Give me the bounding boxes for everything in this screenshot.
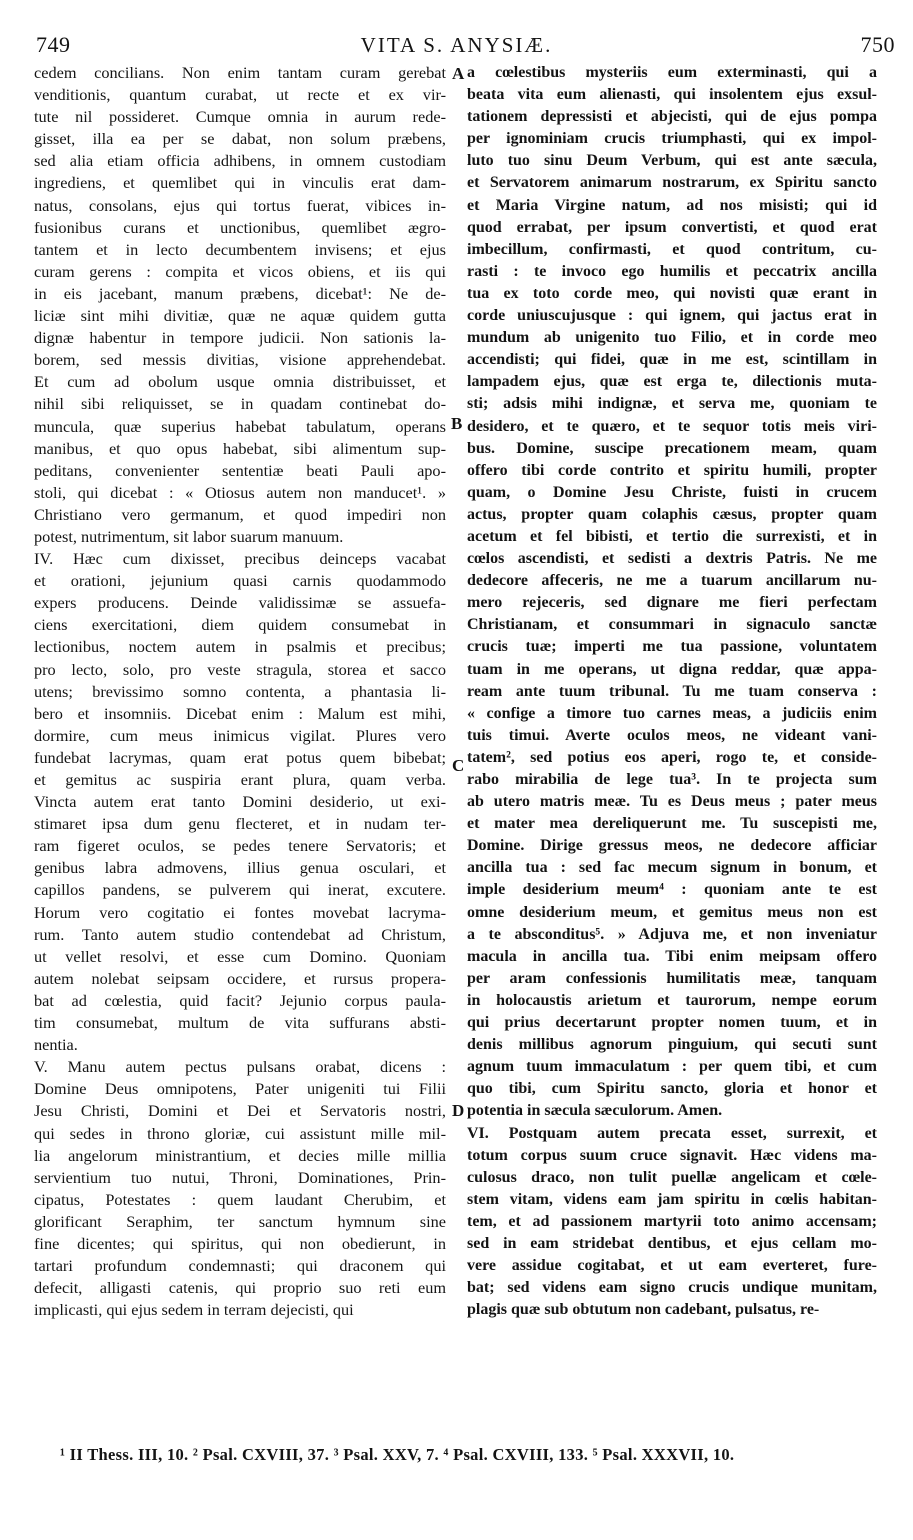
text-line: potest, nutrimentum, sit labor suarum manuum. xyxy=(34,526,344,546)
text-line: offero tibi corde contrito et spiritu humili, propter xyxy=(467,461,877,479)
margin-letter-a: A xyxy=(452,64,465,83)
text-line: ram figeret oculos, se pedes tenere Servatoris; et xyxy=(34,836,446,856)
text-line: quod errabat, per ipsum convertisti, et quod erat xyxy=(467,218,877,236)
text-line: Domine Deus omnipotens, Pater unigeniti tui Filii xyxy=(34,1079,446,1099)
text-line: mundum ab unigenito tuo Filio, et in corde meo xyxy=(467,329,877,347)
text-line: rabo mirabilia de lege tua³. In te projecta sum xyxy=(467,771,877,788)
text-line: Christiano vero germanum, et quod impediri non xyxy=(34,504,446,524)
text-line: imbecillum, confirmasti, et quod contritum, cu- xyxy=(467,240,877,258)
text-line: tantem et in lecto decumbentem invisens; et ejus xyxy=(34,239,446,259)
text-line: Et cum ad obolum usque omnia distribuisset, et xyxy=(34,372,446,392)
text-line: lectionibus, noctem autem in psalmis et precibus; xyxy=(34,637,446,657)
text-line: cipatus, Potestates : quem laudant Cherubim, et xyxy=(34,1189,446,1209)
text-line: potentia in sæcula sæculorum. Amen. xyxy=(467,1102,723,1120)
text-line: bat ad cœlestia, quid facit? Jejunio corpus paula- xyxy=(34,990,446,1010)
text-line: servientium tuo nutui, Throni, Dominationes, Prin- xyxy=(34,1167,446,1187)
text-line: acetum et fel bibisti, et tertio die surrexisti, et in xyxy=(467,527,877,545)
text-line: culosus draco, non tulit puellæ angelicam et cœle- xyxy=(467,1168,877,1186)
text-line: beata vita eum alienasti, qui insolentem ejus exsul- xyxy=(467,86,877,104)
text-line: in eis jacebant, manum præbens, dicebat¹: Ne de- xyxy=(34,283,446,303)
text-line: corde uniuscujusque : qui ignem, qui jactus erat in xyxy=(467,307,877,325)
text-line: genibus labra admovens, illius genua osculari, et xyxy=(34,858,446,878)
text-line: a cœlestibus mysteriis eum exterminasti, qui a xyxy=(467,64,877,81)
text-line: glorificant Seraphim, ter sanctum hymnum sine xyxy=(34,1211,446,1231)
text-line: plagis quæ sub obtutum non cadebant, pulsatus, re- xyxy=(467,1301,820,1319)
margin-letter-c: C xyxy=(452,756,465,775)
text-line: in holocaustis arietum et taurorum, nempe eorum xyxy=(467,991,877,1009)
text-line: sti; adsis mihi indignæ, et serva me, quoniam te xyxy=(467,395,877,413)
text-line: fusionibus curans et unctionibus, quemlibet ægro- xyxy=(34,217,446,237)
text-line: utens; brevissimo somno contenta, a phantasia li- xyxy=(34,681,446,701)
text-line: manibus, et quo opus habebat, sibi alimentum sup- xyxy=(34,438,446,458)
running-title: VITA S. ANYSIÆ. xyxy=(360,33,553,57)
text-line: tationem depressisti et abjecisti, qui de ejus pompa xyxy=(467,108,877,126)
text-line: venditionis, quantum curabat, ut recte et ex vir- xyxy=(34,85,446,105)
text-line: defecit, alligasti catenis, qui proprio suo reti eum xyxy=(34,1278,446,1298)
text-line: IV. Hæc cum dixisset, precibus deinceps vacabat xyxy=(34,549,446,569)
text-line: Horum vero cogitatio ei fontes movebat lacryma- xyxy=(34,902,446,922)
text-line: totum corpus suum cruce signavit. Hæc videns ma- xyxy=(467,1146,877,1164)
text-line: mero rejeceris, sed dignare me fieri perfectam xyxy=(467,594,877,612)
text-line: et mater mea dereliquerunt me. Tu suscepisti me, xyxy=(467,815,877,833)
text-line: tute nil possideret. Cumque omnia in aurum rede- xyxy=(34,107,446,127)
text-line: tuis timui. Averte oculos meos, ne videant vani- xyxy=(467,726,877,744)
text-line: capillos pandens, se pulverem qui inerat, excutere. xyxy=(34,880,446,900)
text-line: tua ex toto corde meo, qui novisti quæ erant in xyxy=(467,284,877,302)
text-line: ancilla tua : sed fac mecum signum in bonum, et xyxy=(467,859,877,877)
text-line: nentia. xyxy=(34,1035,78,1055)
text-line: sed alia etiam officia adhibens, in omnem custodiam xyxy=(34,151,446,171)
text-line: liciæ sint mihi divitiæ, quæ ne aquæ quidem gutta xyxy=(34,306,446,326)
text-line: ut vellet resolvi, et esse cum Domino. Quoniam xyxy=(34,946,446,966)
text-line: ciens exercitationi, diem quidem consumebat in xyxy=(34,615,446,635)
page-number-left: 749 xyxy=(36,32,71,57)
text-line: Vincta autem erat tanto Domini desiderio, ut exi- xyxy=(34,792,446,812)
text-line: quam, o Domine Jesu Christe, fuisti in crucem xyxy=(467,483,877,501)
text-line: desidero, et te quæro, et te sequor totis meis viri- xyxy=(467,417,877,435)
text-line: accendisti; qui fidei, quæ in me est, scintillam in xyxy=(467,351,877,369)
text-line: qui prius decertarunt propter nomen tuum, et in xyxy=(467,1014,877,1032)
text-line: lampadem ejus, quæ est erga te, dilectionis muta- xyxy=(467,373,877,391)
text-line: fundebat lacrymas, quam erat potus quem bibebat; xyxy=(34,747,446,767)
text-line: tim consumebat, multum de vita suffurans absti- xyxy=(34,1013,446,1033)
text-line: denis millibus agnorum pinguium, qui secuti sunt xyxy=(467,1036,877,1054)
right-column xyxy=(467,62,877,1321)
text-line: et Maria Virgine natum, ad nos misisti; qui id xyxy=(467,196,877,214)
text-line: bat; sed videns eam signo crucis undique munitam, xyxy=(467,1279,877,1297)
text-line: borem, sed messis divitias, visione apprehendebat. xyxy=(34,350,446,370)
text-line: per aram confessionis humilitatis meæ, tanquam xyxy=(467,969,877,987)
text-line: omne desiderium meum, et gemitus meus non est xyxy=(467,903,877,921)
text-line: dedecore affeceris, ne me a tuarum ancillarum nu- xyxy=(467,572,877,590)
text-line: et orationi, jejunium quasi carnis quodammodo xyxy=(34,571,446,591)
text-line: Christianam, et consummari in signaculo sanctæ xyxy=(467,616,877,634)
text-line: a te absconditus⁵. » Adjuva me, et non inveniatur xyxy=(467,925,877,943)
text-line: cedem concilians. Non enim tantam curam gerebat xyxy=(34,63,446,82)
text-line: natus, consolans, ejus qui tortus fuerat, vibices in- xyxy=(34,195,446,215)
left-column xyxy=(34,62,446,1321)
text-line: vere assidue cogitabat, et ut eam everteret, fure- xyxy=(467,1257,877,1275)
text-line: macula in ancilla tua. Tibi enim meipsam offero xyxy=(467,947,877,965)
text-line: Jesu Christi, Domini et Dei et Servatoris nostri, xyxy=(34,1101,446,1121)
text-line: per ignominiam crucis triumphasti, qui ex impol- xyxy=(467,130,877,148)
text-line: bus. Domine, suscipe precationem meam, quam xyxy=(467,439,877,457)
text-line: gisset, illa ea per se dabat, non solum præbens, xyxy=(34,129,446,149)
text-line: ab utero matris meæ. Tu es Deus meus ; pater meus xyxy=(467,793,877,811)
text-line: et gemitus ac suspiria erant plura, quam verba. xyxy=(34,770,446,789)
text-line: expers producens. Deinde validissimæ se assuefa- xyxy=(34,593,446,613)
text-line: cœlos ascendisti, et sedisti a dextris Patris. Ne me xyxy=(467,550,877,568)
text-line: pro lecto, solo, pro veste stragula, storea et sacco xyxy=(34,659,446,679)
text-line: Domine. Dirige gressus meos, ne dedecore afficiar xyxy=(467,837,877,855)
text-line: V. Manu autem pectus pulsans orabat, dicens : xyxy=(34,1057,446,1077)
page-number-right: 750 xyxy=(860,32,895,57)
text-line: actus, propter quam colaphis cæsus, propter quam xyxy=(467,505,877,523)
text-line: crucis tuæ; imperti me tua passione, voluntatem xyxy=(467,638,877,656)
text-line: tem, et ad passionem martyrii toto animo accensam; xyxy=(467,1212,877,1230)
text-line: lia angelorum ministrantium, et decies mille millia xyxy=(34,1145,446,1165)
text-line: VI. Postquam autem precata esset, surrexit, et xyxy=(467,1124,877,1142)
text-line: stem vitam, videns eam jam spiritu in cœlis habitan- xyxy=(467,1190,877,1208)
text-line: dignæ habentur in tempore judicii. Non sationis la- xyxy=(34,328,446,348)
footnotes: ¹ II Thess. III, 10. ² Psal. CXVIII, 37. ³ Psal. XXV, 7. ⁴ Psal. CXVIII, 133. ⁵ Psal. XXXVII, 10. xyxy=(60,1445,735,1464)
text-line: tartari profundum condemnasti; qui draconem qui xyxy=(34,1256,446,1276)
text-line: autem nolebat seipsam occidere, et rursus propera- xyxy=(34,968,446,988)
text-line: tuam in me operans, ut digna reddar, quæ appa- xyxy=(467,660,877,678)
text-line: qui sedes in throno gloriæ, cui assistunt mille mil- xyxy=(34,1123,446,1143)
text-line: luto tuo sinu Deum Verbum, qui est ante sæcula, xyxy=(467,152,877,170)
text-line: stimaret ipsa dum genu flecteret, et in nudam ter- xyxy=(34,814,446,834)
text-line: muncula, quæ superius habebat tabulatum, operans xyxy=(34,416,446,436)
text-line: ingrediens, et quemlibet qui in vinculis erat dam- xyxy=(34,173,446,193)
text-line: tatem², sed potius eos aperi, rogo te, et conside- xyxy=(467,748,877,766)
text-line: implicasti, qui ejus sedem in terram dejecisti, qui xyxy=(34,1300,354,1320)
text-line: imple desiderium meum⁴ : quoniam ante te est xyxy=(467,881,877,899)
text-line: nihil sibi reliquisset, se in quadam continebat do- xyxy=(34,394,446,414)
margin-letter-d: D xyxy=(452,1101,465,1120)
text-line: curam gerens : compita et vicos obiens, et iis qui xyxy=(34,261,446,281)
text-line: ream ante tuum tribunal. Tu me tuam conserva : xyxy=(467,682,877,700)
text-line: et Servatorem animarum nostrarum, ex Spiritu sancto xyxy=(467,174,877,192)
text-line: rum. Tanto autem studio contendebat ad Christum, xyxy=(34,924,446,944)
text-line: sed in eam stridebat dentibus, et ejus cellam mo- xyxy=(467,1234,877,1252)
text-line: stoli, qui dicebat : « Otiosus autem non manducet¹. » xyxy=(34,482,446,502)
text-line: agnum tuum immaculatum : per quem tibi, et cum xyxy=(467,1058,877,1076)
text-line: bero et insomniis. Dicebat enim : Malum est mihi, xyxy=(34,703,446,723)
text-line: peditans, convenienter sententiæ beati Pauli apo- xyxy=(34,460,446,480)
margin-letter-b: B xyxy=(451,414,463,433)
text-line: quo tibi, cum Spiritu sancto, gloria et honor et xyxy=(467,1080,877,1098)
text-line: rasti : te invoco ego humilis et peccatrix ancilla xyxy=(467,262,877,280)
text-line: dormire, cum meus inimicus vigilat. Plures vero xyxy=(34,725,446,745)
text-line: fine dicentes; qui spiritus, qui non obedierunt, in xyxy=(34,1233,446,1253)
text-line: « confige a timore tuo carnes meas, a judiciis enim xyxy=(467,704,877,722)
